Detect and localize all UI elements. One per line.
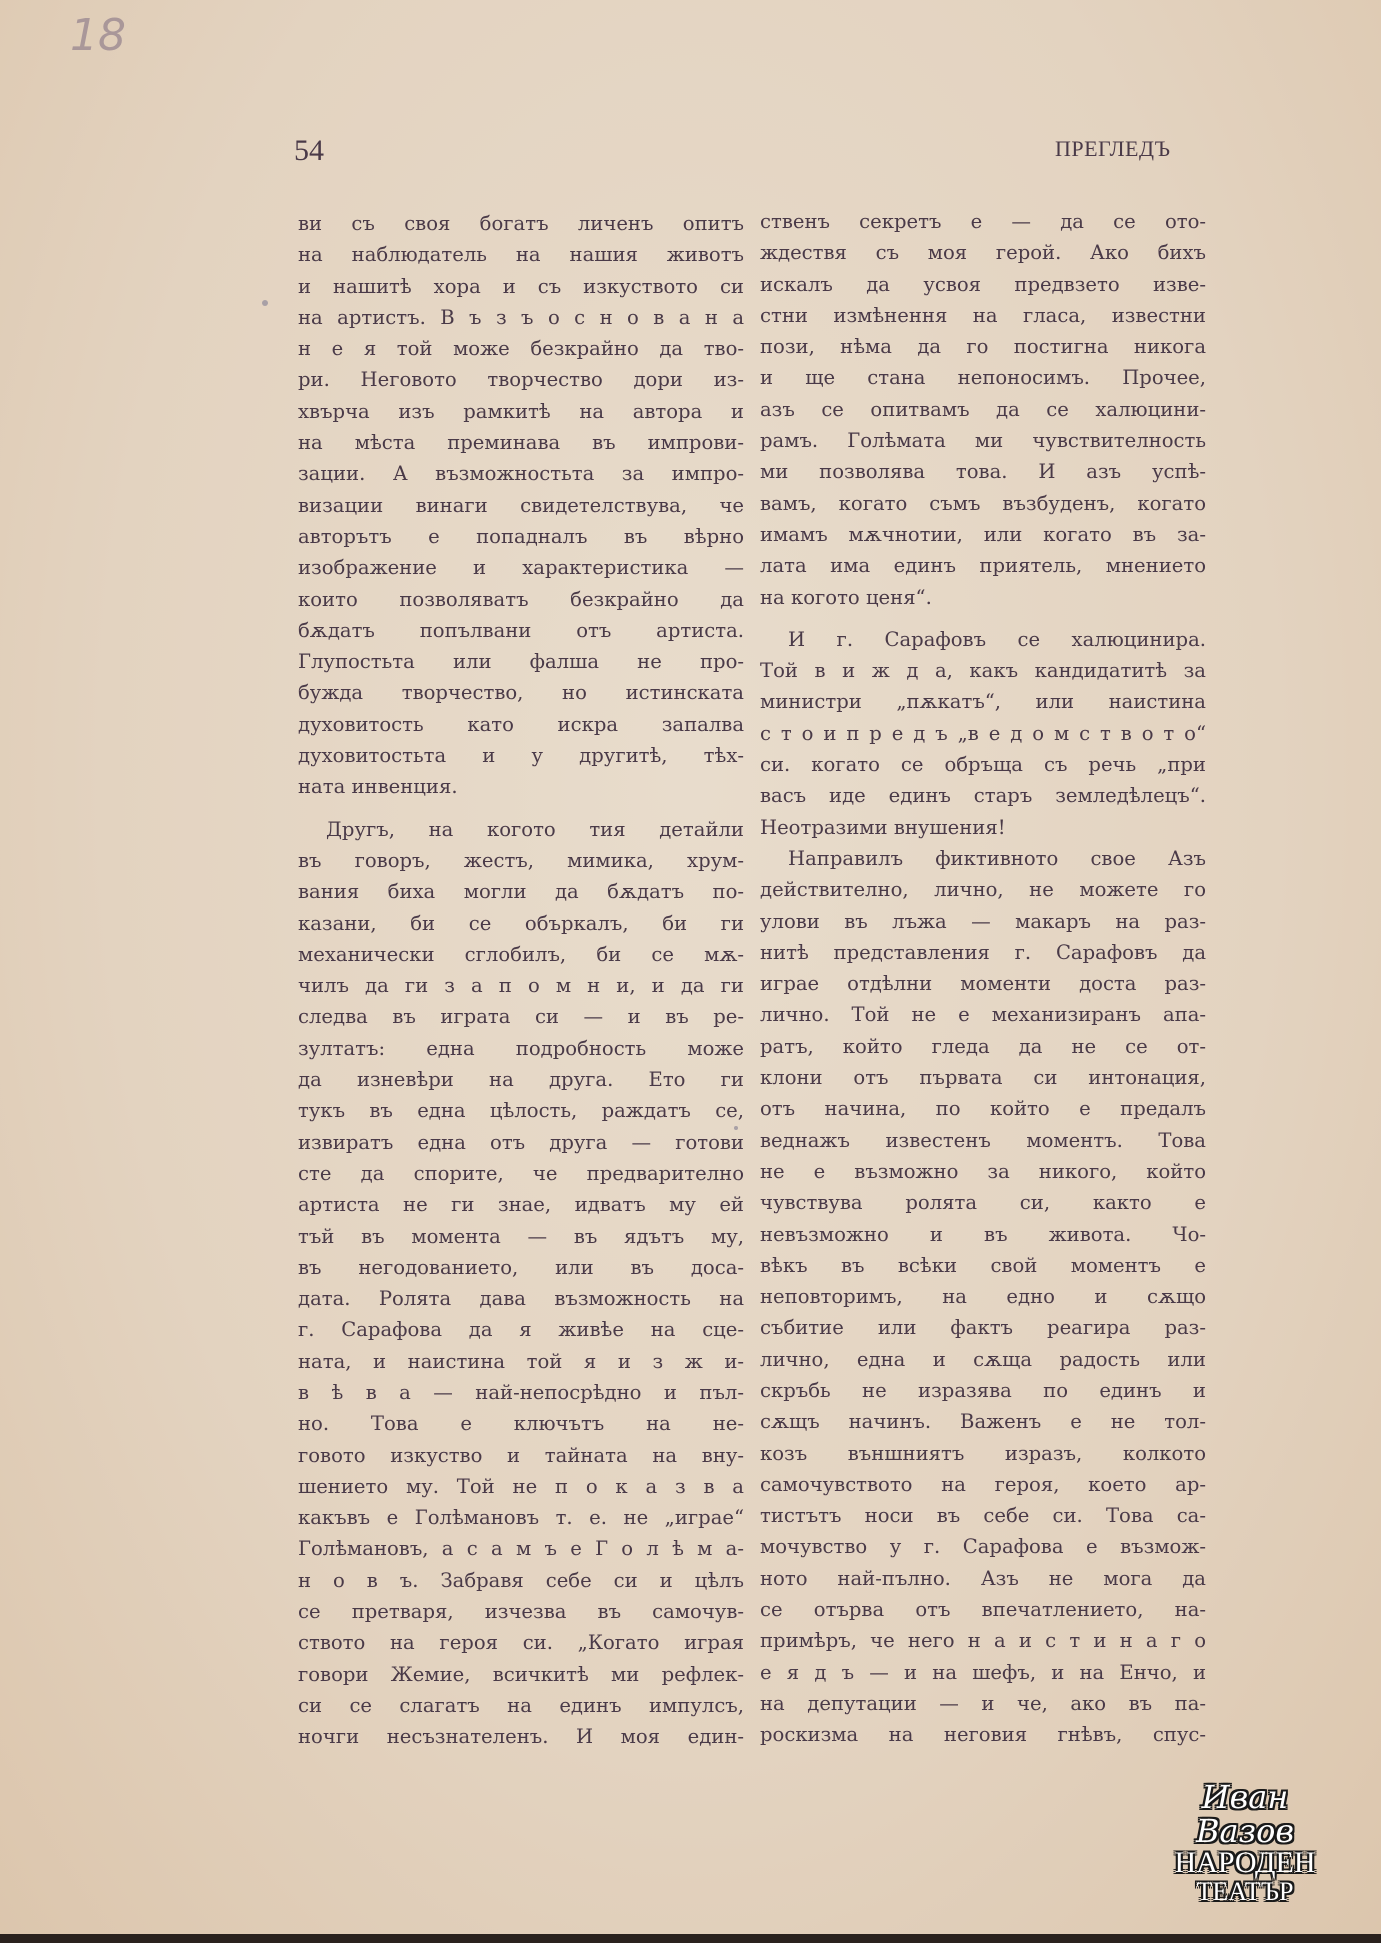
text-line: азъ се опитвамъ да се халюцини- <box>760 397 1206 421</box>
logo-line-1: НАРОДЕН <box>1174 1846 1316 1879</box>
text-line: събитие или фактъ реагира раз- <box>760 1316 1206 1340</box>
text-line: въ говоръ, жестъ, мимика, хрум- <box>298 848 744 872</box>
text-line: говори Жемие, всичкитѣ ми рефлек- <box>298 1662 744 1686</box>
text-line: васъ иде единъ старъ земледѣлецъ“. <box>760 784 1206 808</box>
page-number: 54 <box>294 134 324 167</box>
text-line: ството на героя си. „Когато играя <box>298 1631 744 1655</box>
text-line: и нашитѣ хора и съ изкуството си <box>298 274 744 298</box>
text-line: лично, една и сѫща радость или <box>760 1347 1206 1371</box>
text-line: да изневѣри на друга. Ето ги <box>298 1068 744 1092</box>
text-line: ри. Неговото творчество дори из- <box>298 368 744 392</box>
logo-script-signature: Иван Вазов <box>1196 1778 1294 1850</box>
text-line: стни измѣнення на гласа, известни <box>760 303 1206 327</box>
text-line: Неотразими внушения! <box>760 815 1006 839</box>
text-line: си. когато се обръща съ речь „при <box>760 753 1206 777</box>
paragraph-gap <box>760 613 1206 624</box>
text-line: невъзможно и въ живота. Чо- <box>760 1222 1206 1246</box>
text-line: на депутации — и че, ако въ па- <box>760 1691 1206 1715</box>
text-line: ночги несъзнателенъ. И моя един- <box>298 1725 744 1749</box>
text-line: е я д ъ — и на шефъ, и на Енчо, и <box>760 1660 1206 1684</box>
text-line: Той в и ж д а, какъ кандидатитѣ за <box>760 659 1206 683</box>
text-line: играе отдѣлни моменти доста раз- <box>760 972 1206 996</box>
text-line: самочувството на героя, което ар- <box>760 1472 1206 1496</box>
text-line: пози, нѣма да го постигна никога <box>760 335 1206 359</box>
text-line: действително, лично, не можете го <box>760 878 1206 902</box>
text-line: но. Това е ключътъ на не- <box>298 1412 744 1436</box>
paragraph-gap <box>298 803 744 814</box>
text-line: които позволяватъ безкрайно да <box>298 587 744 611</box>
text-line: казани, би се объркалъ, би ги <box>298 911 744 935</box>
text-line: сте да спорите, че предварително <box>298 1161 744 1185</box>
text-line: извиратъ една отъ друга — готови <box>298 1130 744 1154</box>
text-line: И г. Сарафовъ се халюцинира. <box>788 627 1206 651</box>
text-line: Другъ, на когото тия детайли <box>326 817 744 841</box>
text-line: и ще стана непоносимъ. Прочее, <box>760 366 1206 390</box>
text-line: авторътъ е попадналъ въ вѣрно <box>298 524 744 548</box>
logo-line-2: ТЕАТЪР <box>1196 1877 1294 1906</box>
text-line: вѣкъ въ всѣки свой моментъ е <box>760 1253 1206 1277</box>
text-line: зации. А възможностьта за импро- <box>298 462 744 486</box>
text-line: министри „пѫкатъ“, или наистина <box>760 690 1206 714</box>
text-line: на артистъ. В ъ з ъ о с н о в а н а <box>298 305 744 329</box>
text-line: въ негодованието, или въ доса- <box>298 1255 744 1279</box>
text-line: бѫдатъ попълвани отъ артиста. <box>298 618 744 642</box>
text-line: рамъ. Голѣмата ми чувствителность <box>760 429 1206 453</box>
text-line: скръбь не изразява по единъ и <box>760 1378 1206 1402</box>
text-line: ната инвенция. <box>298 775 458 799</box>
text-line: веднажъ известенъ моментъ. Това <box>760 1128 1206 1152</box>
text-line: лата има единъ приятель, мнението <box>760 554 1206 578</box>
text-line: се претваря, изчезва въ самочув- <box>298 1600 744 1624</box>
text-line: тъй въ момента — въ ядътъ му, <box>298 1224 744 1248</box>
text-line: се отърва отъ впечатлението, на- <box>760 1598 1206 1622</box>
text-line: мочувство у г. Сарафова е възмож- <box>760 1535 1206 1559</box>
text-line: с т о и п р е д ъ „в е д о м с т в о т о“ <box>760 721 1206 745</box>
text-line: сѫщъ начинъ. Важенъ е не тол- <box>760 1410 1206 1434</box>
text-line: ви съ своя богатъ личенъ опитъ <box>298 212 744 235</box>
text-line: Глупостьта или фалша не про- <box>298 650 744 674</box>
national-theatre-watermark-logo <box>1160 1780 1330 1906</box>
text-line: не е възможно за никого, който <box>760 1159 1206 1183</box>
text-line: роскизма на неговия гнѣвъ, спус- <box>760 1723 1206 1747</box>
text-line: искалъ да усвоя предвзето изве- <box>760 272 1206 296</box>
text-line: бужда творчество, но истинската <box>298 681 744 705</box>
text-line: г. Сарафова да я живѣе на сце- <box>298 1318 744 1342</box>
text-line: козъ външниятъ изразъ, колкото <box>760 1441 1206 1465</box>
text-line: н о в ъ. Забравя себе си и цѣлъ <box>298 1568 744 1592</box>
text-line: духовитость като искра запалва <box>298 712 744 736</box>
text-line: ратъ, който гледа да не се от- <box>760 1034 1206 1058</box>
scan-bottom-edge <box>0 1934 1381 1943</box>
text-line: на когото ценя“. <box>760 585 932 609</box>
text-line: в ѣ в а — най-непосрѣдно и пъл- <box>298 1380 744 1404</box>
text-line: тистътъ носи въ себе си. Това са- <box>760 1504 1206 1528</box>
right-text-column <box>760 206 1206 1751</box>
paper-speck <box>262 300 268 306</box>
text-line: шението му. Той не п о к а з в а <box>298 1474 744 1498</box>
text-line: вамъ, когато съмъ възбуденъ, когато <box>760 491 1206 515</box>
text-line: визации винаги свидетелствува, че <box>298 493 744 517</box>
text-line: си се слагатъ на единъ импулсъ, <box>298 1693 744 1717</box>
text-line: н е я той може безкрайно да тво- <box>298 337 744 361</box>
text-line: клони отъ първата си интонация, <box>760 1066 1206 1090</box>
text-line: отъ начина, по който е предалъ <box>760 1097 1206 1121</box>
text-line: механически сглобилъ, би се мѫ- <box>298 942 744 966</box>
text-line: какъвъ е Голѣмановъ т. е. не „играе“ <box>298 1506 744 1530</box>
text-line: говото изкуство и тайната на вну- <box>298 1443 744 1467</box>
text-line: Направилъ фиктивното свое Азъ <box>788 846 1206 870</box>
text-line: изображение и характеристика — <box>298 556 744 580</box>
text-line: зултатъ: една подробность може <box>298 1036 744 1060</box>
text-line: ната, и наистина той я и з ж и- <box>298 1349 744 1373</box>
text-line: ственъ секретъ е — да се ото- <box>760 210 1206 233</box>
text-line: лично. Той не е механизиранъ апа- <box>760 1003 1206 1027</box>
text-line: имамъ мѫчнотии, или когато въ за- <box>760 522 1206 546</box>
text-line: хвърча изъ рамкитѣ на автора и <box>298 399 744 423</box>
text-line: Голѣмановъ, а с а м ъ е Г о л ѣ м а- <box>298 1537 744 1561</box>
text-line: ждествя съ моя герой. Ако бихъ <box>760 241 1206 265</box>
text-line: примѣръ, че него н а и с т и н а г о <box>760 1629 1206 1653</box>
text-line: нитѣ представления г. Сарафовъ да <box>760 940 1206 964</box>
text-line: на мѣста преминава въ импрови- <box>298 431 744 455</box>
left-text-column <box>298 208 744 1753</box>
text-line: ното най-пълно. Азъ не мога да <box>760 1566 1206 1590</box>
text-line: на наблюдатель на нашия животъ <box>298 243 744 267</box>
text-line: духовитостьта и у другитѣ, тѣх- <box>298 744 744 768</box>
text-line: вания биха могли да бѫдатъ по- <box>298 880 744 904</box>
text-line: следва въ играта си — и въ ре- <box>298 1005 744 1029</box>
text-line: чувствува ролята си, както е <box>760 1191 1206 1215</box>
text-line: чилъ да ги з а п о м н и, и да ги <box>298 974 744 998</box>
text-line: ми позволява това. И азъ успѣ- <box>760 460 1206 484</box>
handwritten-page-mark: 18 <box>70 10 126 61</box>
text-line: дата. Ролята дава възможность на <box>298 1287 744 1311</box>
running-head: ПРЕГЛЕДЪ <box>1055 136 1171 161</box>
text-line: неповторимъ, на едно и сѫщо <box>760 1285 1206 1309</box>
text-line: улови въ лъжа — макаръ на раз- <box>760 909 1206 933</box>
text-line: артиста не ги знае, идватъ му ей <box>298 1193 744 1217</box>
text-line: тукъ въ една цѣлость, раждатъ се, <box>298 1099 744 1123</box>
